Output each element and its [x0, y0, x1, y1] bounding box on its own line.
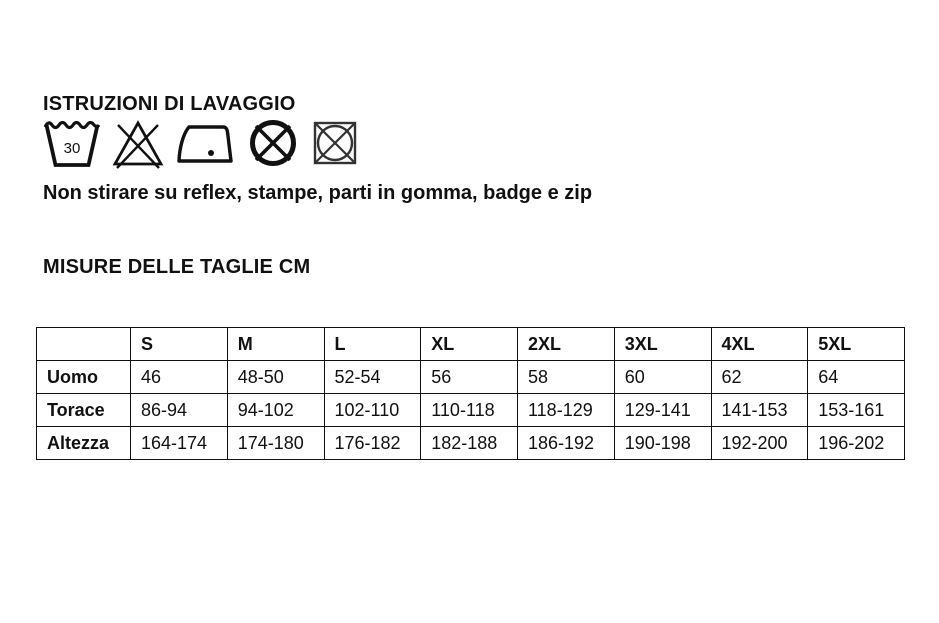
size-table-cell: 102-110 — [324, 394, 421, 427]
size-row-label: Uomo — [37, 361, 131, 394]
size-table-cell: 153-161 — [808, 394, 905, 427]
size-table-cell: 58 — [518, 361, 615, 394]
size-table-cell: 192-200 — [711, 427, 808, 460]
size-column-header: 3XL — [614, 328, 711, 361]
size-column-header: 2XL — [518, 328, 615, 361]
size-table — [36, 327, 905, 460]
size-table-row — [37, 394, 905, 427]
size-table-cell: 56 — [421, 361, 518, 394]
size-table-cell: 186-192 — [518, 427, 615, 460]
svg-text:30: 30 — [63, 140, 81, 157]
size-column-header: L — [324, 328, 421, 361]
size-column-header: XL — [421, 328, 518, 361]
size-row-label: Altezza — [37, 427, 131, 460]
do-not-dry-clean-icon — [244, 117, 302, 169]
do-not-tumble-dry-icon — [311, 119, 359, 167]
size-table-cell: 164-174 — [131, 427, 228, 460]
size-table-cell: 129-141 — [614, 394, 711, 427]
sizes-title: MISURE DELLE TAGLIE CM — [43, 256, 311, 278]
size-table-cell: 94-102 — [227, 394, 324, 427]
size-table-cell: 86-94 — [131, 394, 228, 427]
size-table-cell: 110-118 — [421, 394, 518, 427]
size-table-header — [37, 328, 905, 361]
size-table-cell: 118-129 — [518, 394, 615, 427]
do-not-bleach-icon — [110, 117, 166, 169]
size-table-cell: 60 — [614, 361, 711, 394]
size-table-body — [37, 361, 905, 460]
size-table-cell: 46 — [131, 361, 228, 394]
iron-one-dot-icon — [175, 123, 235, 165]
size-column-header: 5XL — [808, 328, 905, 361]
size-table-row — [37, 427, 905, 460]
size-table-cell: 52-54 — [324, 361, 421, 394]
ironing-note: Non stirare su reflex, stampe, parti in gomma, badge e zip — [43, 182, 593, 204]
size-row-label: Torace — [37, 394, 131, 427]
size-table-cell: 176-182 — [324, 427, 421, 460]
size-table-corner-cell — [37, 328, 131, 361]
size-table-cell: 196-202 — [808, 427, 905, 460]
size-table-cell: 62 — [711, 361, 808, 394]
washing-instructions-title: ISTRUZIONI DI LAVAGGIO — [43, 93, 296, 115]
size-column-header: 4XL — [711, 328, 808, 361]
size-table-cell: 64 — [808, 361, 905, 394]
size-table-cell: 48-50 — [227, 361, 324, 394]
size-table-row — [37, 361, 905, 394]
care-symbols-row — [43, 117, 359, 169]
size-column-header: M — [227, 328, 324, 361]
size-column-header: S — [131, 328, 228, 361]
size-table-cell: 190-198 — [614, 427, 711, 460]
size-table-cell: 141-153 — [711, 394, 808, 427]
size-table-cell: 182-188 — [421, 427, 518, 460]
size-table-cell: 174-180 — [227, 427, 324, 460]
wash-30-icon — [43, 117, 101, 169]
